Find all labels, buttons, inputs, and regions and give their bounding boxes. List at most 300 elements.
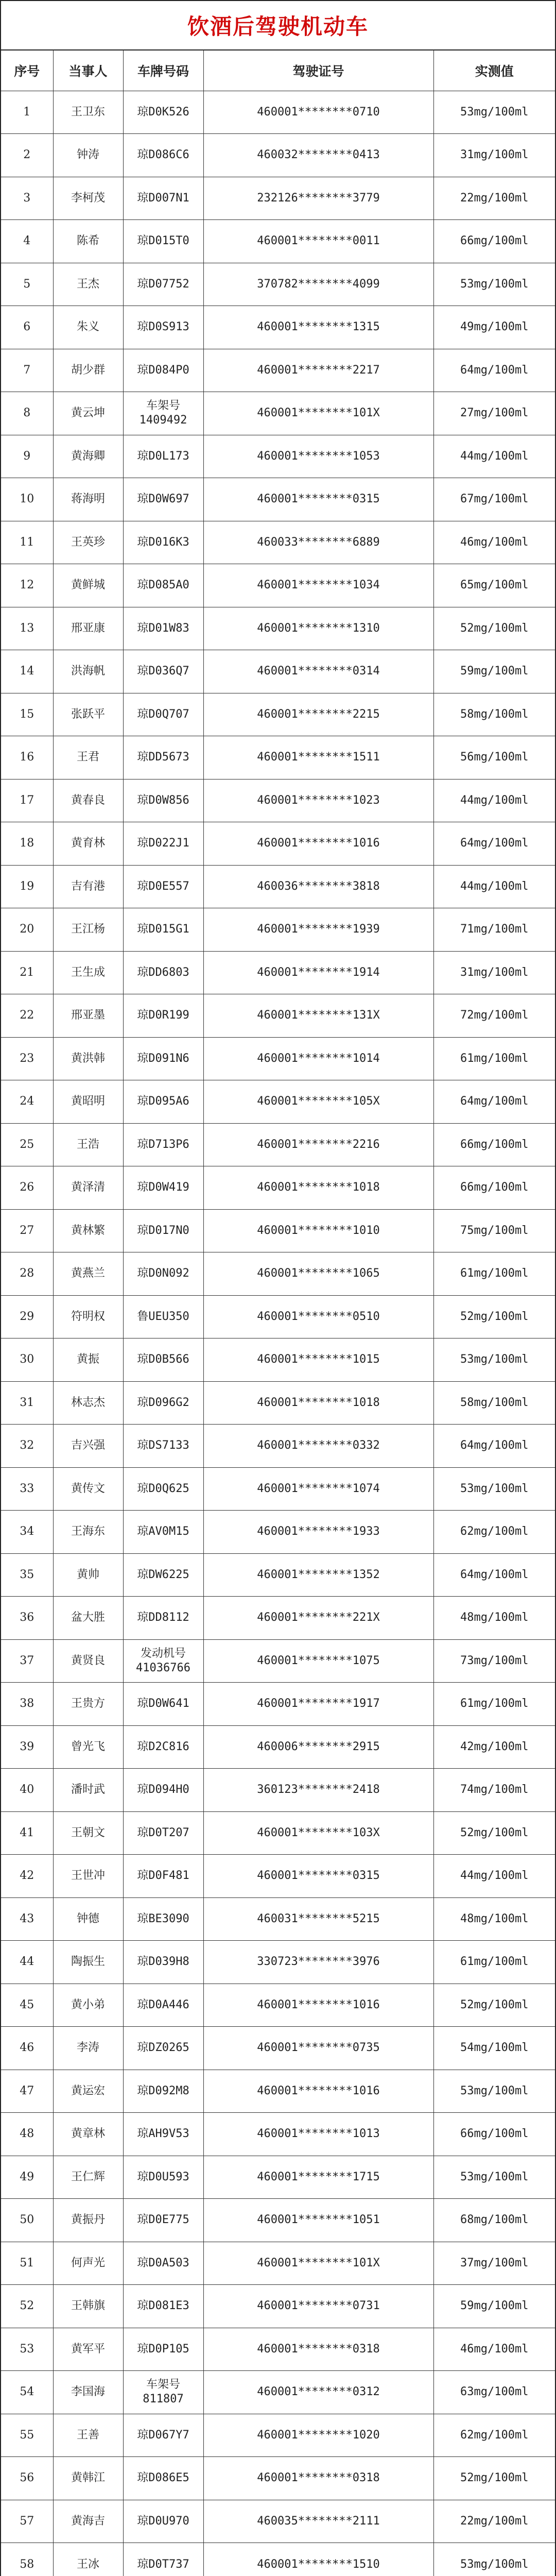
cell-party: 王杰 [53, 263, 123, 306]
cell-license: 460001********0731 [203, 2285, 433, 2328]
cell-index: 30 [1, 1338, 53, 1382]
table-row [1, 2242, 555, 2285]
cell-license: 460001********1018 [203, 1166, 433, 1210]
cell-plate: 琼D086E5 [123, 2457, 203, 2500]
cell-party: 黄洪韩 [53, 1037, 123, 1080]
cell-plate: 琼D015T0 [123, 220, 203, 263]
cell-party: 曾光飞 [53, 1725, 123, 1769]
table-row [1, 2543, 555, 2576]
cell-party: 黄昭明 [53, 1080, 123, 1124]
table-row [1, 736, 555, 779]
header-index: 序号 [1, 50, 53, 91]
cell-license: 460001********2217 [203, 349, 433, 392]
cell-party: 王海东 [53, 1511, 123, 1554]
cell-party: 盆大胜 [53, 1597, 123, 1640]
cell-measured: 64mg/100ml [433, 1080, 555, 1124]
cell-measured: 44mg/100ml [433, 435, 555, 478]
cell-party: 何声光 [53, 2242, 123, 2285]
table-row [1, 2156, 555, 2199]
cell-license: 460001********1013 [203, 2113, 433, 2156]
cell-license: 460001********2216 [203, 1123, 433, 1166]
cell-index: 38 [1, 1683, 53, 1726]
cell-measured: 52mg/100ml [433, 1811, 555, 1855]
cell-license: 460001********1074 [203, 1467, 433, 1511]
cell-plate: 琼D0W419 [123, 1166, 203, 1210]
cell-license: 460001********1015 [203, 1338, 433, 1382]
cell-measured: 49mg/100ml [433, 306, 555, 349]
document-title: 饮酒后驾驶机动车 [1, 1, 555, 50]
table-row [1, 134, 555, 177]
cell-plate: 琼D713P6 [123, 1123, 203, 1166]
cell-measured: 64mg/100ml [433, 1425, 555, 1468]
cell-plate: 琼D0U593 [123, 2156, 203, 2199]
cell-index: 52 [1, 2285, 53, 2328]
header-plate: 车牌号码 [123, 50, 203, 91]
cell-plate: 琼D0F481 [123, 1855, 203, 1898]
cell-index: 35 [1, 1553, 53, 1597]
cell-measured: 46mg/100ml [433, 2328, 555, 2371]
table-row [1, 994, 555, 1038]
cell-index: 22 [1, 994, 53, 1038]
cell-license: 460001********101X [203, 2242, 433, 2285]
table-row [1, 1080, 555, 1124]
cell-license: 460001********221X [203, 1597, 433, 1640]
cell-index: 39 [1, 1725, 53, 1769]
cell-measured: 54mg/100ml [433, 2027, 555, 2070]
cell-license: 460001********1010 [203, 1209, 433, 1252]
cell-index: 6 [1, 306, 53, 349]
cell-license: 460001********1933 [203, 1511, 433, 1554]
cell-plate: 车架号 1409492 [123, 392, 203, 435]
cell-party: 黄海卿 [53, 435, 123, 478]
cell-measured: 64mg/100ml [433, 349, 555, 392]
cell-index: 43 [1, 1897, 53, 1941]
cell-index: 53 [1, 2328, 53, 2371]
cell-party: 王卫东 [53, 91, 123, 134]
cell-license: 460001********0318 [203, 2328, 433, 2371]
cell-plate: 琼D0T737 [123, 2543, 203, 2576]
cell-license: 460001********101X [203, 392, 433, 435]
table-row [1, 1639, 555, 1683]
cell-license: 460001********1511 [203, 736, 433, 779]
cell-plate: 琼D0A446 [123, 1984, 203, 2027]
cell-measured: 66mg/100ml [433, 1123, 555, 1166]
table-row [1, 1984, 555, 2027]
table-row [1, 865, 555, 908]
cell-license: 460001********1914 [203, 951, 433, 994]
table-row [1, 2113, 555, 2156]
cell-index: 16 [1, 736, 53, 779]
cell-party: 黄林繁 [53, 1209, 123, 1252]
cell-index: 34 [1, 1511, 53, 1554]
cell-index: 7 [1, 349, 53, 392]
cell-index: 10 [1, 478, 53, 521]
cell-plate: 琼D0E775 [123, 2199, 203, 2242]
table-row [1, 2199, 555, 2242]
cell-measured: 64mg/100ml [433, 822, 555, 866]
cell-measured: 44mg/100ml [433, 1855, 555, 1898]
cell-plate: 琼DD6803 [123, 951, 203, 994]
cell-plate: 琼D016K3 [123, 521, 203, 564]
cell-measured: 53mg/100ml [433, 1467, 555, 1511]
cell-party: 黄鲜城 [53, 564, 123, 607]
cell-party: 王江杨 [53, 908, 123, 952]
cell-party: 王英珍 [53, 521, 123, 564]
table-row [1, 2371, 555, 2414]
cell-plate: 琼D0N092 [123, 1252, 203, 1296]
cell-party: 吉兴强 [53, 1425, 123, 1468]
cell-plate: 琼AV0M15 [123, 1511, 203, 1554]
cell-index: 8 [1, 392, 53, 435]
cell-measured: 52mg/100ml [433, 1295, 555, 1338]
cell-license: 460035********2111 [203, 2500, 433, 2543]
cell-party: 王世冲 [53, 1855, 123, 1898]
cell-party: 潘时武 [53, 1769, 123, 1812]
cell-index: 21 [1, 951, 53, 994]
cell-measured: 22mg/100ml [433, 2500, 555, 2543]
table-row [1, 951, 555, 994]
cell-party: 李涛 [53, 2027, 123, 2070]
cell-license: 460001********1023 [203, 779, 433, 822]
cell-index: 2 [1, 134, 53, 177]
cell-index: 3 [1, 177, 53, 220]
cell-party: 黄云坤 [53, 392, 123, 435]
cell-license: 460001********2215 [203, 693, 433, 736]
cell-plate: 琼D01W83 [123, 607, 203, 650]
cell-party: 王朝文 [53, 1811, 123, 1855]
cell-party: 黄泽清 [53, 1166, 123, 1210]
cell-index: 42 [1, 1855, 53, 1898]
cell-license: 460001********1939 [203, 908, 433, 952]
cell-party: 王贵方 [53, 1683, 123, 1726]
cell-index: 57 [1, 2500, 53, 2543]
cell-index: 17 [1, 779, 53, 822]
cell-license: 460001********0315 [203, 1855, 433, 1898]
cell-party: 黄贤良 [53, 1639, 123, 1683]
cell-index: 5 [1, 263, 53, 306]
cell-plate: 琼BE3090 [123, 1897, 203, 1941]
cell-index: 50 [1, 2199, 53, 2242]
cell-measured: 44mg/100ml [433, 865, 555, 908]
cell-license: 460001********0710 [203, 91, 433, 134]
cell-license: 460031********5215 [203, 1897, 433, 1941]
cell-plate: 琼D092M8 [123, 2070, 203, 2113]
cell-measured: 48mg/100ml [433, 1597, 555, 1640]
cell-index: 45 [1, 1984, 53, 2027]
cell-plate: 琼D091N6 [123, 1037, 203, 1080]
cell-license: 460001********103X [203, 1811, 433, 1855]
table-row [1, 1683, 555, 1726]
table-row [1, 650, 555, 693]
cell-measured: 52mg/100ml [433, 2457, 555, 2500]
cell-measured: 31mg/100ml [433, 951, 555, 994]
table-row [1, 2328, 555, 2371]
table-row [1, 220, 555, 263]
table-row [1, 1511, 555, 1554]
cell-license: 370782********4099 [203, 263, 433, 306]
cell-measured: 61mg/100ml [433, 1037, 555, 1080]
cell-index: 15 [1, 693, 53, 736]
cell-license: 460001********1018 [203, 1381, 433, 1425]
cell-party: 邢亚墨 [53, 994, 123, 1038]
cell-index: 32 [1, 1425, 53, 1468]
cell-index: 48 [1, 2113, 53, 2156]
cell-plate: 琼D086C6 [123, 134, 203, 177]
cell-license: 460036********3818 [203, 865, 433, 908]
table-row [1, 822, 555, 866]
cell-plate: 琼D0P105 [123, 2328, 203, 2371]
cell-license: 460001********1917 [203, 1683, 433, 1726]
cell-measured: 58mg/100ml [433, 693, 555, 736]
table-row [1, 306, 555, 349]
table-row [1, 1338, 555, 1382]
cell-plate: 琼D0W697 [123, 478, 203, 521]
table-row [1, 1037, 555, 1080]
cell-index: 47 [1, 2070, 53, 2113]
cell-license: 460001********1075 [203, 1639, 433, 1683]
cell-plate: 琼D0A503 [123, 2242, 203, 2285]
cell-measured: 52mg/100ml [433, 1984, 555, 2027]
cell-index: 46 [1, 2027, 53, 2070]
cell-party: 李柯茂 [53, 177, 123, 220]
cell-measured: 59mg/100ml [433, 2285, 555, 2328]
cell-party: 黄军平 [53, 2328, 123, 2371]
cell-party: 黄振 [53, 1338, 123, 1382]
cell-measured: 66mg/100ml [433, 1166, 555, 1210]
cell-plate: 琼D0T207 [123, 1811, 203, 1855]
table-row [1, 908, 555, 952]
cell-license: 360123********2418 [203, 1769, 433, 1812]
cell-measured: 48mg/100ml [433, 1897, 555, 1941]
cell-plate: 琼D0B566 [123, 1338, 203, 1382]
table-row [1, 1769, 555, 1812]
cell-license: 460033********6889 [203, 521, 433, 564]
cell-index: 4 [1, 220, 53, 263]
cell-measured: 61mg/100ml [433, 1683, 555, 1726]
cell-measured: 52mg/100ml [433, 607, 555, 650]
header-license: 驾驶证号 [203, 50, 433, 91]
cell-party: 钟德 [53, 1897, 123, 1941]
cell-plate: 琼DZ0265 [123, 2027, 203, 2070]
cell-measured: 71mg/100ml [433, 908, 555, 952]
cell-plate: 琼D096G2 [123, 1381, 203, 1425]
cell-measured: 72mg/100ml [433, 994, 555, 1038]
table-row [1, 392, 555, 435]
cell-index: 58 [1, 2543, 53, 2576]
cell-measured: 22mg/100ml [433, 177, 555, 220]
cell-plate: 琼DD8112 [123, 1597, 203, 1640]
cell-party: 胡少群 [53, 349, 123, 392]
cell-measured: 53mg/100ml [433, 91, 555, 134]
table-row [1, 2500, 555, 2543]
table-row [1, 1123, 555, 1166]
table-row [1, 521, 555, 564]
cell-license: 460001********0735 [203, 2027, 433, 2070]
header-row [1, 50, 555, 91]
cell-plate: 琼D0E557 [123, 865, 203, 908]
cell-party: 邢亚康 [53, 607, 123, 650]
cell-measured: 74mg/100ml [433, 1769, 555, 1812]
cell-license: 460032********0413 [203, 134, 433, 177]
table-body [1, 91, 555, 2576]
cell-license: 460001********1034 [203, 564, 433, 607]
cell-plate: 琼D015G1 [123, 908, 203, 952]
table-row [1, 2457, 555, 2500]
cell-plate: 琼DS7133 [123, 1425, 203, 1468]
cell-party: 黄燕兰 [53, 1252, 123, 1296]
cell-plate: 琼DD5673 [123, 736, 203, 779]
cell-measured: 66mg/100ml [433, 220, 555, 263]
table-row [1, 263, 555, 306]
cell-index: 18 [1, 822, 53, 866]
cell-index: 54 [1, 2371, 53, 2414]
cell-plate: 琼D084P0 [123, 349, 203, 392]
table-row [1, 1252, 555, 1296]
table-row [1, 607, 555, 650]
header-measured: 实测值 [433, 50, 555, 91]
cell-license: 460001********0318 [203, 2457, 433, 2500]
cell-measured: 68mg/100ml [433, 2199, 555, 2242]
cell-index: 44 [1, 1941, 53, 1984]
cell-index: 51 [1, 2242, 53, 2285]
cell-index: 41 [1, 1811, 53, 1855]
violations-table [1, 50, 555, 2576]
cell-license: 460001********0315 [203, 478, 433, 521]
table-row [1, 1295, 555, 1338]
table-row [1, 564, 555, 607]
cell-measured: 75mg/100ml [433, 1209, 555, 1252]
cell-plate: 琼D067Y7 [123, 2414, 203, 2457]
cell-index: 23 [1, 1037, 53, 1080]
cell-plate: 琼D0S913 [123, 306, 203, 349]
cell-measured: 65mg/100ml [433, 564, 555, 607]
cell-index: 26 [1, 1166, 53, 1210]
table-row [1, 1855, 555, 1898]
cell-license: 460001********1315 [203, 306, 433, 349]
cell-measured: 66mg/100ml [433, 2113, 555, 2156]
cell-party: 王善 [53, 2414, 123, 2457]
cell-index: 31 [1, 1381, 53, 1425]
cell-party: 洪海帆 [53, 650, 123, 693]
cell-license: 460001********1014 [203, 1037, 433, 1080]
cell-measured: 62mg/100ml [433, 1511, 555, 1554]
cell-plate: 琼D0R199 [123, 994, 203, 1038]
cell-license: 460001********0011 [203, 220, 433, 263]
table-row [1, 1209, 555, 1252]
cell-plate: 琼DW6225 [123, 1553, 203, 1597]
cell-measured: 53mg/100ml [433, 2070, 555, 2113]
cell-plate: 琼D022J1 [123, 822, 203, 866]
cell-measured: 42mg/100ml [433, 1725, 555, 1769]
cell-measured: 62mg/100ml [433, 2414, 555, 2457]
cell-party: 陈希 [53, 220, 123, 263]
cell-license: 460001********1352 [203, 1553, 433, 1597]
cell-plate: 琼AH9V53 [123, 2113, 203, 2156]
cell-license: 460001********1715 [203, 2156, 433, 2199]
cell-plate: 琼D036Q7 [123, 650, 203, 693]
cell-license: 460001********1020 [203, 2414, 433, 2457]
cell-index: 36 [1, 1597, 53, 1640]
cell-party: 黄运宏 [53, 2070, 123, 2113]
cell-measured: 53mg/100ml [433, 2156, 555, 2199]
cell-measured: 31mg/100ml [433, 134, 555, 177]
cell-party: 张跃平 [53, 693, 123, 736]
cell-measured: 44mg/100ml [433, 779, 555, 822]
cell-license: 460001********1053 [203, 435, 433, 478]
cell-index: 9 [1, 435, 53, 478]
cell-measured: 67mg/100ml [433, 478, 555, 521]
cell-index: 1 [1, 91, 53, 134]
table-row [1, 2027, 555, 2070]
cell-party: 蒋海明 [53, 478, 123, 521]
cell-license: 460001********1016 [203, 1984, 433, 2027]
cell-measured: 73mg/100ml [433, 1639, 555, 1683]
cell-plate: 琼D007N1 [123, 177, 203, 220]
cell-index: 33 [1, 1467, 53, 1511]
cell-index: 27 [1, 1209, 53, 1252]
cell-party: 林志杰 [53, 1381, 123, 1425]
cell-measured: 61mg/100ml [433, 1252, 555, 1296]
cell-measured: 46mg/100ml [433, 521, 555, 564]
cell-measured: 63mg/100ml [433, 2371, 555, 2414]
cell-index: 37 [1, 1639, 53, 1683]
cell-party: 黄章林 [53, 2113, 123, 2156]
cell-party: 符明权 [53, 1295, 123, 1338]
table-row [1, 177, 555, 220]
cell-license: 460001********1310 [203, 607, 433, 650]
cell-party: 王浩 [53, 1123, 123, 1166]
cell-measured: 53mg/100ml [433, 263, 555, 306]
cell-measured: 61mg/100ml [433, 1941, 555, 1984]
cell-license: 460006********2915 [203, 1725, 433, 1769]
cell-measured: 58mg/100ml [433, 1381, 555, 1425]
cell-index: 24 [1, 1080, 53, 1124]
table-row [1, 91, 555, 134]
cell-license: 460001********0332 [203, 1425, 433, 1468]
cell-index: 29 [1, 1295, 53, 1338]
cell-license: 460001********1016 [203, 822, 433, 866]
table-row [1, 693, 555, 736]
cell-license: 232126********3779 [203, 177, 433, 220]
cell-license: 330723********3976 [203, 1941, 433, 1984]
cell-party: 王仁辉 [53, 2156, 123, 2199]
cell-party: 黄小弟 [53, 1984, 123, 2027]
cell-party: 王韩旗 [53, 2285, 123, 2328]
table-row [1, 435, 555, 478]
cell-plate: 琼D039H8 [123, 1941, 203, 1984]
cell-index: 12 [1, 564, 53, 607]
cell-license: 460001********0312 [203, 2371, 433, 2414]
cell-party: 钟涛 [53, 134, 123, 177]
cell-party: 黄春良 [53, 779, 123, 822]
table-row [1, 2070, 555, 2113]
cell-index: 28 [1, 1252, 53, 1296]
table-row [1, 478, 555, 521]
table-row [1, 1597, 555, 1640]
table-row [1, 1553, 555, 1597]
cell-party: 朱义 [53, 306, 123, 349]
table-row [1, 1725, 555, 1769]
table-row [1, 779, 555, 822]
cell-party: 黄传文 [53, 1467, 123, 1511]
cell-party: 黄育林 [53, 822, 123, 866]
cell-index: 40 [1, 1769, 53, 1812]
cell-party: 王冰 [53, 2543, 123, 2576]
table-row [1, 1425, 555, 1468]
cell-index: 56 [1, 2457, 53, 2500]
cell-party: 王君 [53, 736, 123, 779]
cell-license: 460001********1016 [203, 2070, 433, 2113]
